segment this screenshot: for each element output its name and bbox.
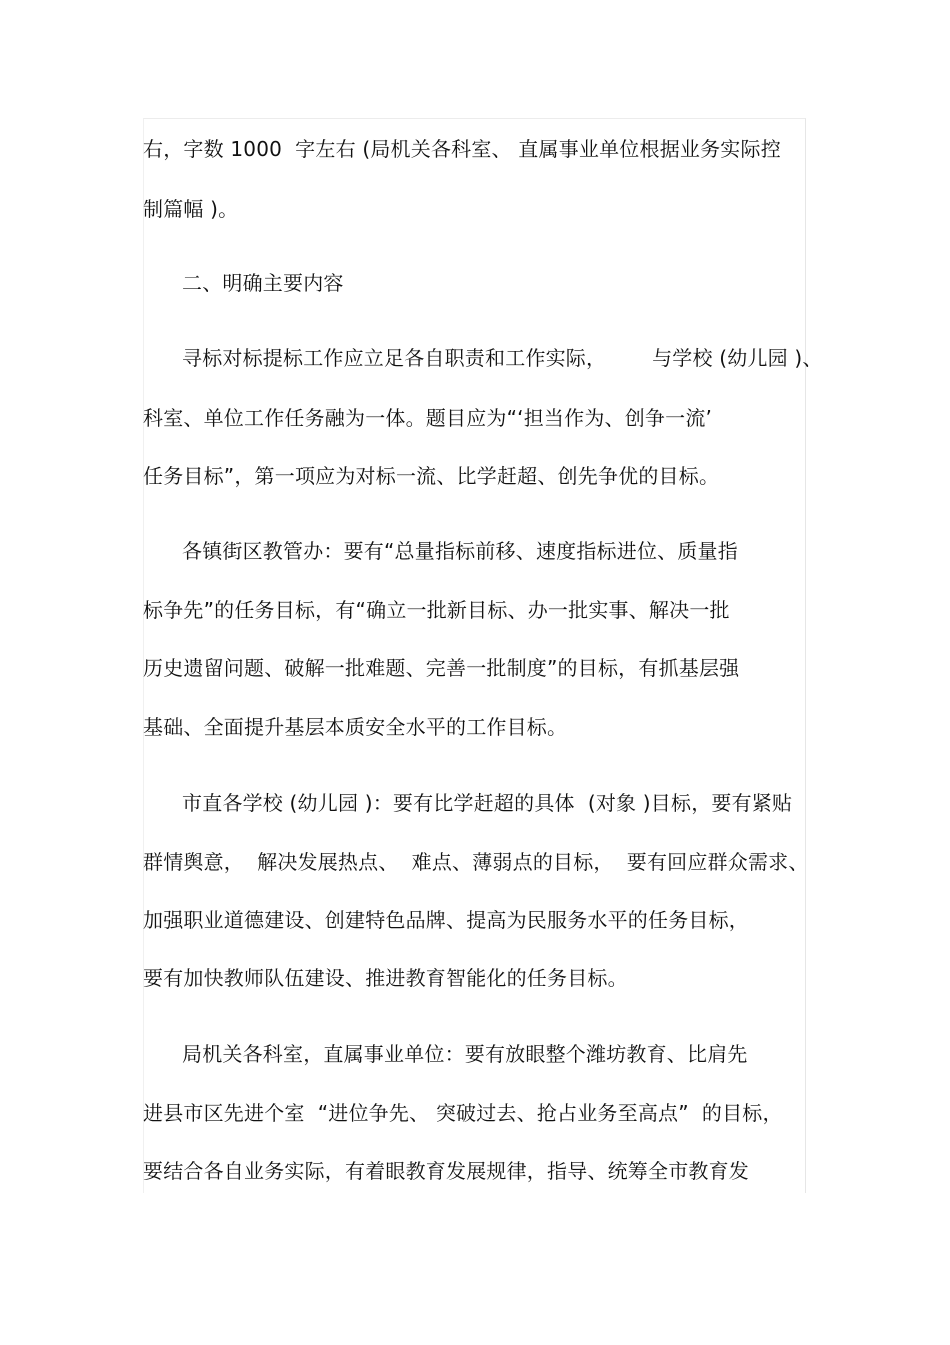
section-heading: 二、明确主要内容	[182, 271, 344, 295]
text-line: 基础、全面提升基层本质安全水平的工作目标。	[143, 715, 568, 739]
text-line: 制篇幅 )。	[143, 197, 239, 221]
text-line: 科室、单位工作任务融为一体。题目应为“‘担当作为、创争一流’	[143, 406, 713, 430]
text-line: 任务目标”，第一项应为对标一流、比学赶超、创先争优的目标。	[143, 464, 720, 488]
paragraph-first-line: 市直各学校 (幼儿园 )：要有比学赶超的具体 (对象 )目标，要有紧贴	[182, 791, 793, 815]
text-line: 右，字数 1000 字左右 (局机关各科室、 直属事业单位根据业务实际控	[143, 137, 781, 161]
text-line: 标争先”的任务目标，有“确立一批新目标、办一批实事、解决一批	[143, 598, 730, 622]
text-line: 加强职业道德建设、创建特色品牌、提高为民服务水平的任务目标，	[143, 908, 749, 932]
text-line: 群情舆意， 解决发展热点、 难点、薄弱点的目标， 要有回应群众需求、	[143, 850, 809, 874]
text-line: 进县市区先进个室 “进位争先、 突破过去、抢占业务至高点” 的目标，	[143, 1101, 783, 1125]
paragraph-first-line: 局机关各科室，直属事业单位：要有放眼整个潍坊教育、比肩先	[182, 1042, 748, 1066]
paragraph-first-line: 各镇街区教管办：要有“总量指标前移、速度指标进位、质量指	[182, 539, 738, 563]
text-line: 历史遗留问题、破解一批难题、完善一批制度”的目标，有抓基层强	[143, 656, 740, 680]
text-line: 要有加快教师队伍建设、推进教育智能化的任务目标。	[143, 966, 628, 990]
text-line: 要结合各自业务实际，有着眼教育发展规律，指导、统筹全市教育发	[143, 1159, 749, 1183]
paragraph-first-line: 寻标对标提标工作应立足各自职责和工作实际， 与学校 (幼儿园 )、	[182, 346, 823, 370]
